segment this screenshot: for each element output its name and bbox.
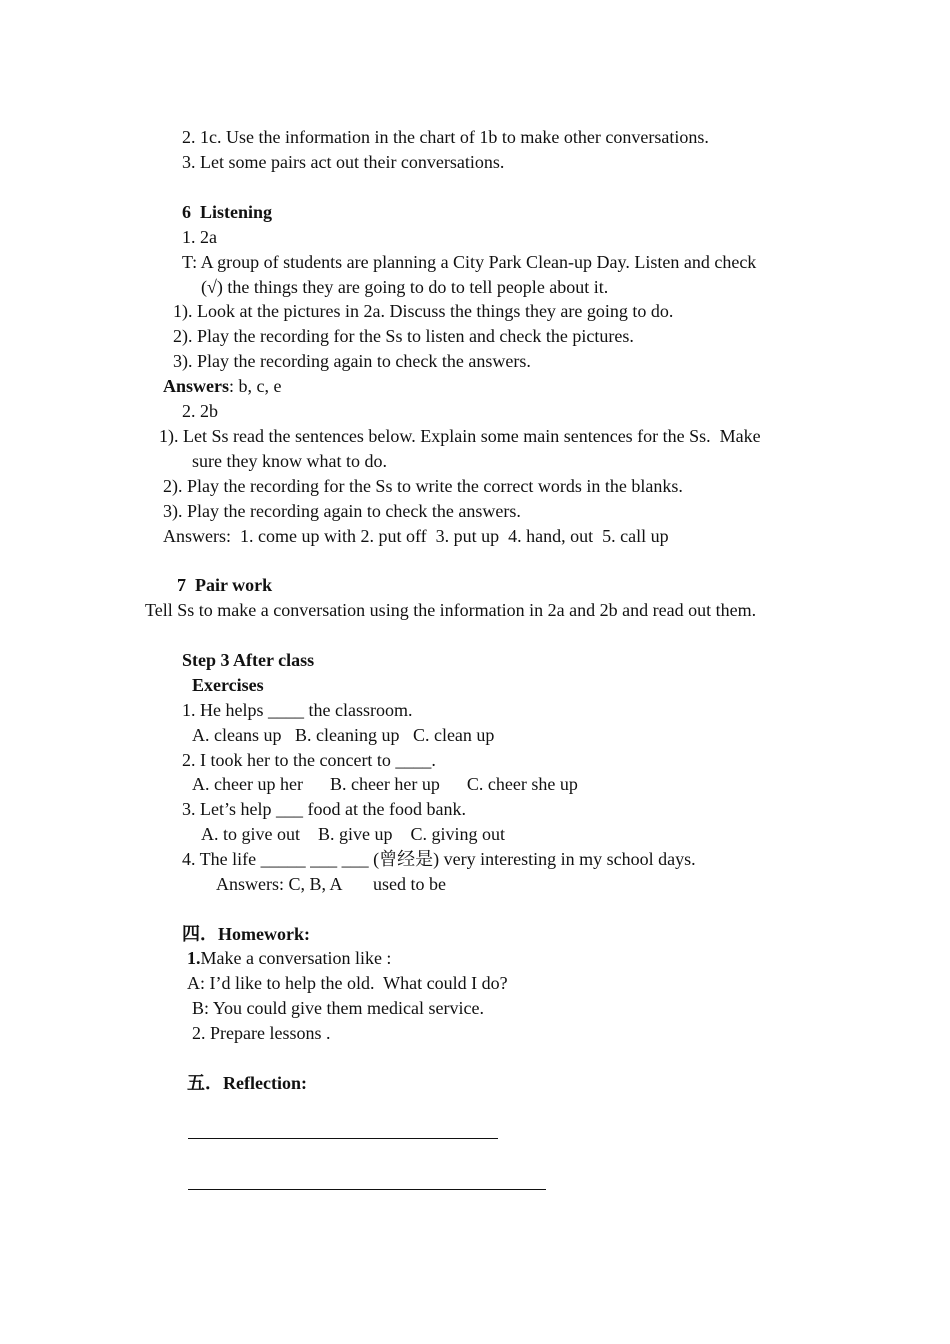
reflection-blank-line-2 (188, 1189, 546, 1190)
question-1: 1. He helps ____ the classroom. (182, 700, 413, 720)
homework-item-1-number: 1. (187, 948, 201, 968)
2a-step-2: 2). Play the recording for the Ss to listen and check the pictures. (173, 326, 634, 346)
pair-work-heading: 7 Pair work (177, 575, 273, 595)
part-2a-label: 1. 2a (182, 227, 217, 247)
question-2-options: A. cheer up her B. cheer her up C. cheer she up (192, 774, 578, 794)
listening-heading: 6 Listening (182, 202, 273, 222)
question-3-options: A. to give out B. give up C. giving out (201, 824, 505, 844)
2a-step-3: 3). Play the recording again to check the answers. (173, 351, 531, 371)
2a-step-1: 1). Look at the pictures in 2a. Discuss the things they are going to do. (173, 301, 674, 321)
teacher-line-1: T: A group of students are planning a City Park Clean-up Day. Listen and check (182, 252, 757, 272)
question-4: 4. The life _____ ___ ___ (曾经是) very interesting in my school days. (182, 849, 696, 869)
question-3: 3. Let’s help ___ food at the food bank. (182, 799, 466, 819)
homework-heading: 四．Homework: (182, 924, 310, 944)
question-1-options: A. cleans up B. cleaning up C. clean up (192, 725, 495, 745)
2b-step-1-line-1: 1). Let Ss read the sentences below. Explain some main sentences for the Ss. Make (159, 426, 761, 446)
dialogue-line-b: B: You could give them medical service. (192, 998, 484, 1018)
reflection-heading: 五．Reflection: (187, 1073, 307, 1093)
step3-heading: Step 3 After class (182, 650, 315, 670)
2b-step-1-line-2: sure they know what to do. (192, 451, 387, 471)
2b-step-3: 3). Play the recording again to check the answers. (163, 501, 521, 521)
section5-item3: 3. Let some pairs act out their conversations. (182, 152, 505, 172)
question-2: 2. I took her to the concert to ____. (182, 750, 436, 770)
dialogue-line-a: A: I’d like to help the old. What could I do? (187, 973, 508, 993)
teacher-line-2: (√) the things they are going to do to tell people about it. (201, 277, 609, 297)
2b-answers: Answers: 1. come up with 2. put off 3. put up 4. hand, out 5. call up (163, 526, 669, 546)
section5-item2: 2. 1c. Use the information in the chart of 1b to make other conversations. (182, 127, 709, 147)
2a-answers (163, 374, 281, 398)
homework-item-1-text: Make a conversation like : (200, 948, 392, 968)
pair-work-text: Tell Ss to make a conversation using the information in 2a and 2b and read out them. (145, 600, 757, 620)
homework-item-2: 2. Prepare lessons . (192, 1023, 331, 1043)
answers-label: Answers (163, 376, 229, 396)
part-2b-label: 2. 2b (182, 401, 218, 421)
exercise-answers: Answers: C, B, A used to be (216, 874, 447, 894)
exercises-heading: Exercises (192, 675, 264, 695)
homework-item-1 (187, 946, 391, 970)
2b-step-2: 2). Play the recording for the Ss to write the correct words in the blanks. (163, 476, 683, 496)
reflection-blank-line-1 (188, 1138, 498, 1139)
answers-value: : b, c, e (229, 376, 282, 396)
